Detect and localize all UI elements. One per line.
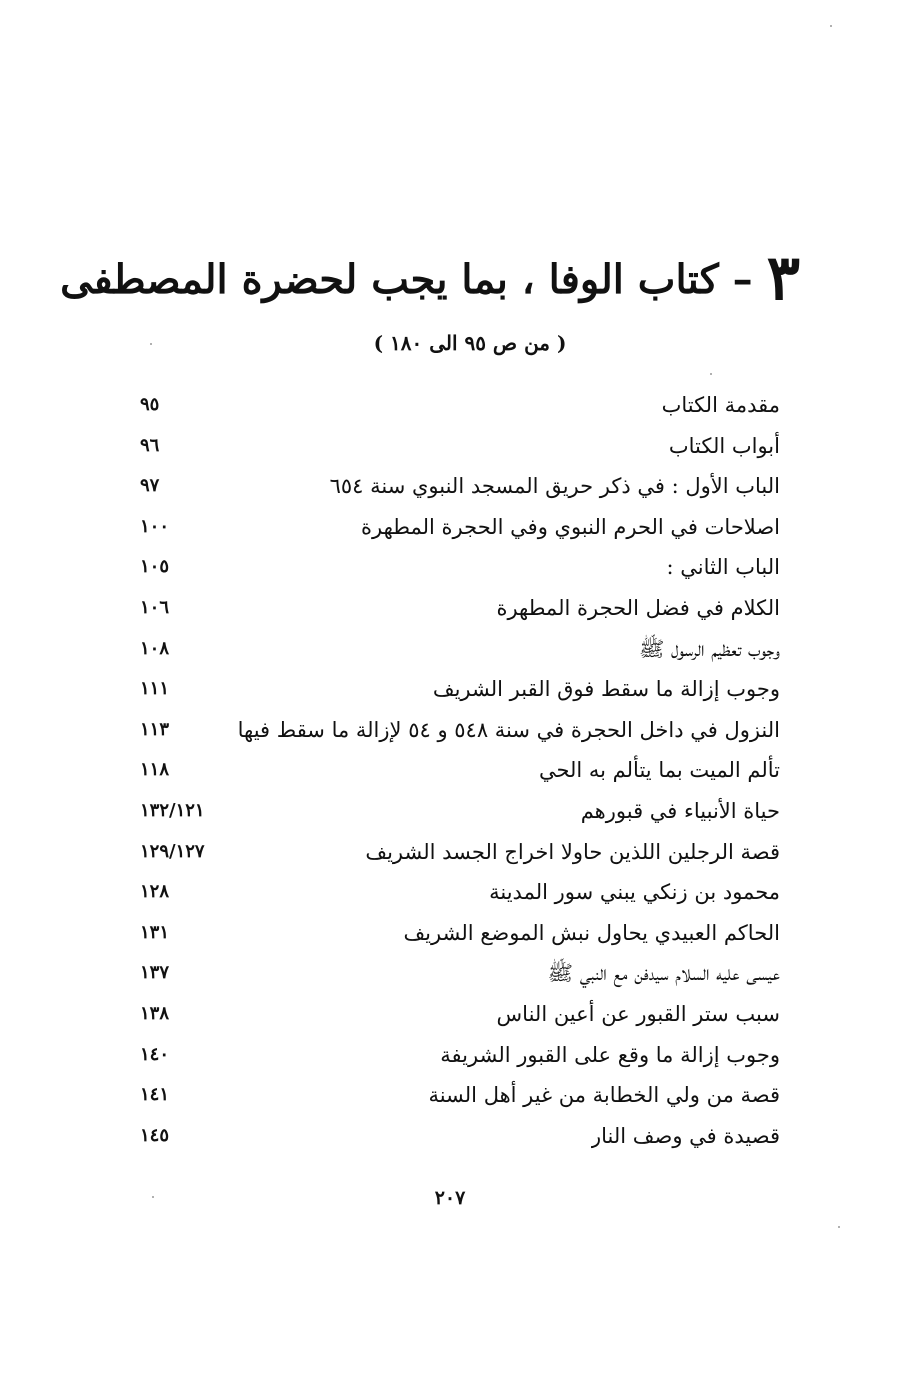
toc-entry-page: ١٠٦ <box>140 596 170 618</box>
toc-entry <box>140 629 780 670</box>
toc-entry-page: ١٣١ <box>140 921 170 943</box>
toc-entry <box>140 588 780 629</box>
toc-entry-page: ١٣٢/١٢١ <box>140 799 205 821</box>
chapter-title: – كتاب الوفا ، بما يجب لحضرة المصطفى <box>60 256 753 303</box>
toc-entry-title: عيسى عليه السلام سيدفن مع النبي ﷺ <box>547 961 780 986</box>
toc-entry <box>140 791 780 832</box>
toc-entry-title: قصة من ولي الخطابة من غير أهل السنة <box>428 1083 780 1108</box>
chapter-number: ٣ <box>766 241 800 314</box>
toc-entry <box>140 669 780 710</box>
chapter-heading <box>60 241 800 314</box>
toc-entry-title: قصيدة في وصف النار <box>591 1123 780 1148</box>
toc-entry-page: ١٤٠ <box>140 1043 170 1065</box>
toc-entry-page: ١٣٨ <box>140 1002 170 1024</box>
toc-entry-title: مقدمة الكتاب <box>661 393 780 417</box>
toc-entry-title: وجوب تعظيم الرسول ﷺ <box>638 636 780 661</box>
toc-entry-page: ١٣٧ <box>140 962 170 984</box>
toc-entry-title: أبواب الكتاب <box>668 433 780 458</box>
toc-entry-page: ٩٧ <box>140 475 160 497</box>
toc-entry-title: الحاكم العبيدي يحاول نبش الموضع الشريف <box>403 920 780 945</box>
toc-entry-page: ١١٣ <box>140 718 170 740</box>
toc-entry-title: الكلام في فضل الحجرة المطهرة <box>496 595 780 620</box>
toc-entry <box>140 1035 780 1076</box>
toc-entry <box>140 1116 780 1157</box>
toc-entry-title: تألم الميت بما يتألم به الحي <box>538 758 780 783</box>
toc-entry-title: الباب الأول : في ذكر حريق المسجد النبوي سنة ٦٥٤ <box>329 474 780 499</box>
toc-entry <box>140 994 780 1035</box>
toc-entry-title: حياة الأنبياء في قبورهم <box>580 798 780 823</box>
page-number: ٢٠٧ <box>434 1187 466 1209</box>
toc-entry <box>140 466 780 507</box>
scan-speck <box>150 343 152 345</box>
toc-entry-page: ١٠٥ <box>140 556 170 578</box>
toc-entry-title: اصلاحات في الحرم النبوي وفي الحجرة المطهرة <box>361 514 780 539</box>
toc-entry <box>140 1075 780 1116</box>
toc-entry-title: الباب الثاني : <box>666 555 780 580</box>
toc-entry <box>140 872 780 913</box>
toc-entry-page: ١١٨ <box>140 759 170 781</box>
toc-entry-title: قصة الرجلين اللذين حاولا اخراج الجسد الشريف <box>365 839 780 864</box>
toc-entry <box>140 750 780 791</box>
scan-speck <box>838 1226 840 1228</box>
toc-entry <box>140 913 780 954</box>
scan-speck <box>830 25 832 27</box>
toc-entry <box>140 953 780 994</box>
toc-entry-page: ١٤١ <box>140 1084 170 1106</box>
toc-entry <box>140 832 780 873</box>
toc-entry-title: وجوب إزالة ما سقط فوق القبر الشريف <box>432 677 780 702</box>
toc-entry <box>140 507 780 548</box>
toc-entry <box>140 547 780 588</box>
toc-entry-page: ١١١ <box>140 678 170 700</box>
scan-speck <box>710 373 712 375</box>
toc-entry-page: ١٠٠ <box>140 515 170 537</box>
toc-entry-page: ١٢٨ <box>140 881 170 903</box>
table-of-contents <box>140 385 780 1156</box>
toc-entry-page: ٩٥ <box>140 394 160 415</box>
toc-entry-page: ٩٦ <box>140 434 160 456</box>
toc-entry <box>140 385 780 426</box>
toc-entry-title: وجوب إزالة ما وقع على القبور الشريفة <box>440 1042 780 1067</box>
toc-entry <box>140 426 780 467</box>
toc-entry-page: ١٠٨ <box>140 637 170 659</box>
toc-entry-title: محمود بن زنكي يبني سور المدينة <box>489 880 780 905</box>
toc-entry-title: سبب ستر القبور عن أعين الناس <box>496 1001 780 1026</box>
scan-speck <box>152 1196 154 1198</box>
page-range: ( من ص ٩٥ الى ١٨٠ ) <box>373 331 567 355</box>
toc-entry <box>140 710 780 751</box>
toc-entry-page: ١٤٥ <box>140 1124 170 1146</box>
toc-entry-page: ١٢٩/١٢٧ <box>140 840 205 862</box>
toc-entry-title: النزول في داخل الحجرة في سنة ٥٤٨ و ٥٤ لإزالة ما سقط فيها <box>237 717 780 742</box>
